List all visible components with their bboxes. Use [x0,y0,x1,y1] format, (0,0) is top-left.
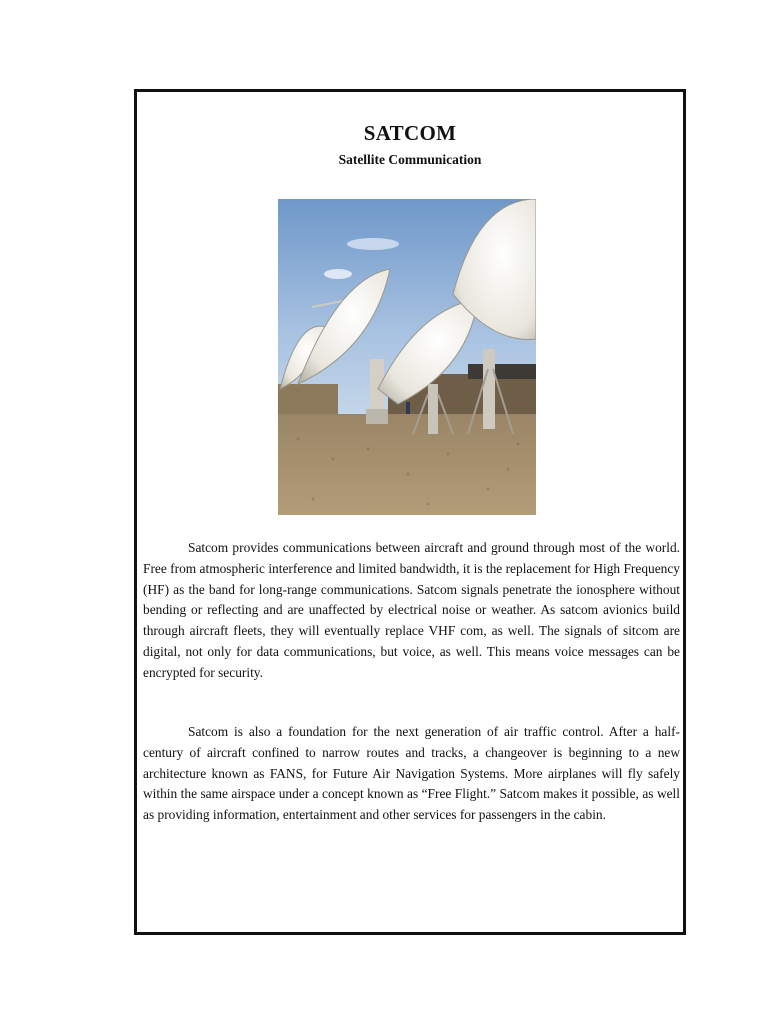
paragraph-1 [143,538,680,684]
document-frame [134,89,686,935]
paragraph-2-text: Satcom is also a foundation for the next generation of air traffic control. After a half-century of aircraft confined to narrow routes and tracks, a changeover is beginning to a new architecture known as FANS, for Future Air Navigation Systems. More airplanes will fly safely within the same airspace under a concept known as “Free Flight.” Satcom makes it possible, as well as providing information, entertainment and other services for passengers in the cabin. [143,724,680,823]
paragraph-2 [143,722,680,826]
satellite-dishes-photo [278,199,536,515]
paragraph-1-text: Satcom provides communications between aircraft and ground through most of the world. Free from atmospheric interference and limited bandwidth, it is the replacement for High Frequency (HF) as the band for long-range communications. Satcom signals penetrate the ionosphere without bending or reflecting and are unaffected by electrical noise or weather. As satcom avionics build through aircraft fleets, they will eventually replace VHF com, as well. The signals of sitcom are digital, not only for data communications, but voice, as well. This means voice messages can be encrypted for security. [143,540,680,680]
page-title: SATCOM [363,121,457,145]
page-subtitle: Satellite Communication [338,152,482,167]
